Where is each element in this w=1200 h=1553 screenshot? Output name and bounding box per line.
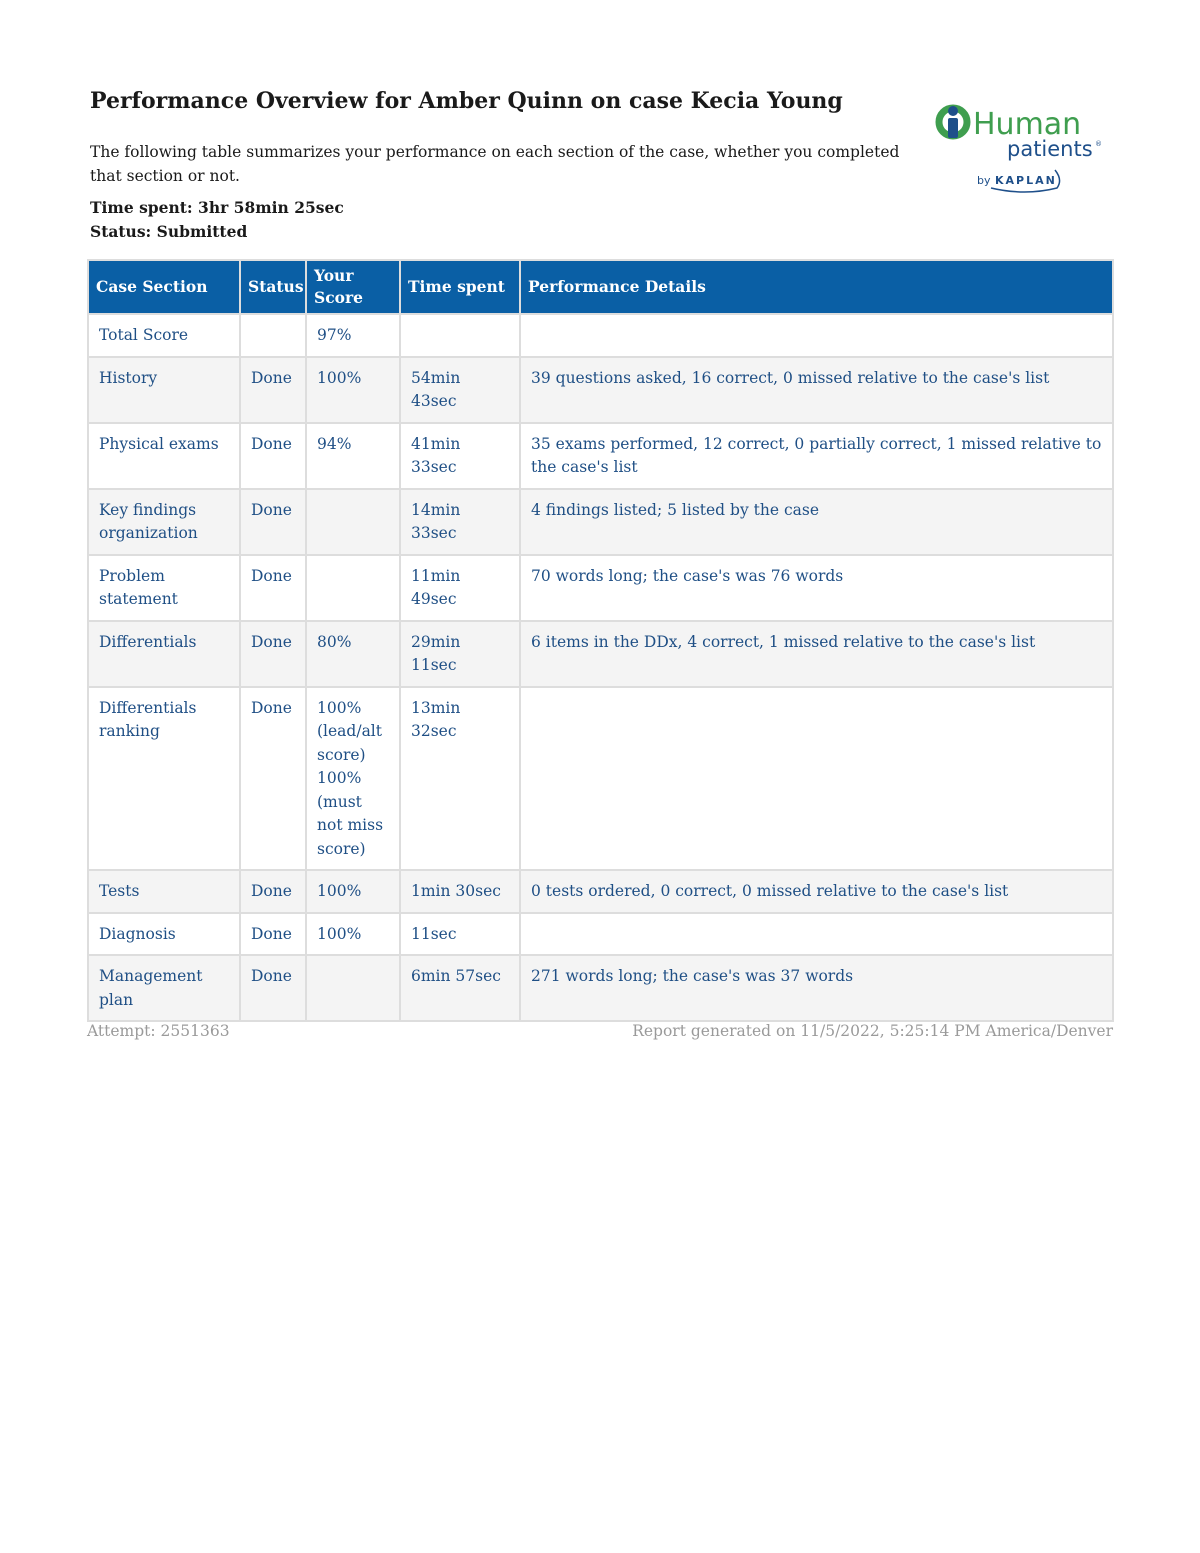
cell-details: 70 words long; the case's was 76 words: [521, 556, 1112, 620]
cell-details: 35 exams performed, 12 correct, 0 partially correct, 1 missed relative to the case's list: [521, 424, 1112, 488]
cell-section: Differentials: [89, 622, 239, 686]
cell-details: 39 questions asked, 16 correct, 0 missed relative to the case's list: [521, 358, 1112, 422]
cell-section: Differentials ranking: [89, 688, 239, 870]
table-row: [89, 358, 1112, 422]
cell-status: Done: [241, 556, 305, 620]
cell-section: Physical exams: [89, 424, 239, 488]
table-row: [89, 556, 1112, 620]
cell-time: 1min 30sec: [401, 871, 519, 912]
i-human-patients-logo: [935, 100, 1105, 200]
cell-status: Done: [241, 490, 305, 554]
cell-details: [521, 688, 1112, 870]
cell-status: Done: [241, 956, 305, 1020]
cell-status: Done: [241, 914, 305, 955]
column-header-time-spent: Time spent: [401, 261, 519, 313]
status: Status: Submitted: [90, 222, 248, 241]
cell-section: Key findings organization: [89, 490, 239, 554]
logo-trademark: ®: [1095, 140, 1102, 148]
cell-time: 11sec: [401, 914, 519, 955]
cell-details: 6 items in the DDx, 4 correct, 1 missed relative to the case's list: [521, 622, 1112, 686]
column-header-case-section: Case Section: [89, 261, 239, 313]
cell-section: Tests: [89, 871, 239, 912]
table-row: [89, 914, 1112, 955]
cell-score: 100%: [307, 871, 399, 912]
cell-status: Done: [241, 871, 305, 912]
cell-status: [241, 315, 305, 356]
cell-section: Total Score: [89, 315, 239, 356]
cell-status: Done: [241, 424, 305, 488]
cell-time: 6min 57sec: [401, 956, 519, 1020]
cell-details: [521, 914, 1112, 955]
i-human-mark-icon: [939, 106, 967, 138]
cell-details: 4 findings listed; 5 listed by the case: [521, 490, 1112, 554]
cell-time: 29min 11sec: [401, 622, 519, 686]
cell-details: 271 words long; the case's was 37 words: [521, 956, 1112, 1020]
cell-section: Diagnosis: [89, 914, 239, 955]
performance-table: [87, 259, 1114, 1022]
intro-text: The following table summarizes your performance on each section of the case, whether you completed that section or not.: [90, 143, 900, 185]
cell-score: 80%: [307, 622, 399, 686]
table-row: [89, 956, 1112, 1020]
column-header-performance-details: Performance Details: [521, 261, 1112, 313]
cell-time: [401, 315, 519, 356]
cell-score: [307, 490, 399, 554]
logo-word-human: Human: [973, 107, 1082, 142]
cell-section: Management plan: [89, 956, 239, 1020]
cell-details: 0 tests ordered, 0 correct, 0 missed relative to the case's list: [521, 871, 1112, 912]
table-body: [89, 315, 1112, 1020]
logo-word-kaplan: KAPLAN: [995, 174, 1057, 187]
attempt-id: Attempt: 2551363: [87, 1022, 230, 1040]
table-row: [89, 622, 1112, 686]
cell-time: 41min 33sec: [401, 424, 519, 488]
cell-time: 13min 32sec: [401, 688, 519, 870]
table-row: [89, 688, 1112, 870]
cell-score: 100%: [307, 914, 399, 955]
cell-section: History: [89, 358, 239, 422]
cell-score: [307, 956, 399, 1020]
column-header-status: Status: [241, 261, 305, 313]
table-header-row: [89, 261, 1112, 313]
cell-time: 11min 49sec: [401, 556, 519, 620]
cell-time: 14min 33sec: [401, 490, 519, 554]
page-title: Performance Overview for Amber Quinn on case Kecia Young: [90, 88, 843, 114]
cell-details: [521, 315, 1112, 356]
cell-section: Problem statement: [89, 556, 239, 620]
cell-status: Done: [241, 358, 305, 422]
table-row: [89, 315, 1112, 356]
cell-status: Done: [241, 688, 305, 870]
cell-status: Done: [241, 622, 305, 686]
cell-score: 100%: [307, 358, 399, 422]
logo-word-patients: patients: [1007, 137, 1093, 161]
table-row: [89, 424, 1112, 488]
column-header-your-score: Your Score: [307, 261, 399, 313]
cell-score: 97%: [307, 315, 399, 356]
cell-score: [307, 556, 399, 620]
table-row: [89, 490, 1112, 554]
time-spent: Time spent: 3hr 58min 25sec: [90, 198, 344, 217]
cell-time: 54min 43sec: [401, 358, 519, 422]
table-row: [89, 871, 1112, 912]
cell-score: 100% (lead/alt score) 100% (must not miss score): [307, 688, 399, 870]
summary-block: [90, 196, 344, 244]
logo-word-by: by: [977, 174, 991, 187]
report-generated-timestamp: Report generated on 11/5/2022, 5:25:14 PM America/Denver: [632, 1022, 1113, 1040]
cell-score: 94%: [307, 424, 399, 488]
